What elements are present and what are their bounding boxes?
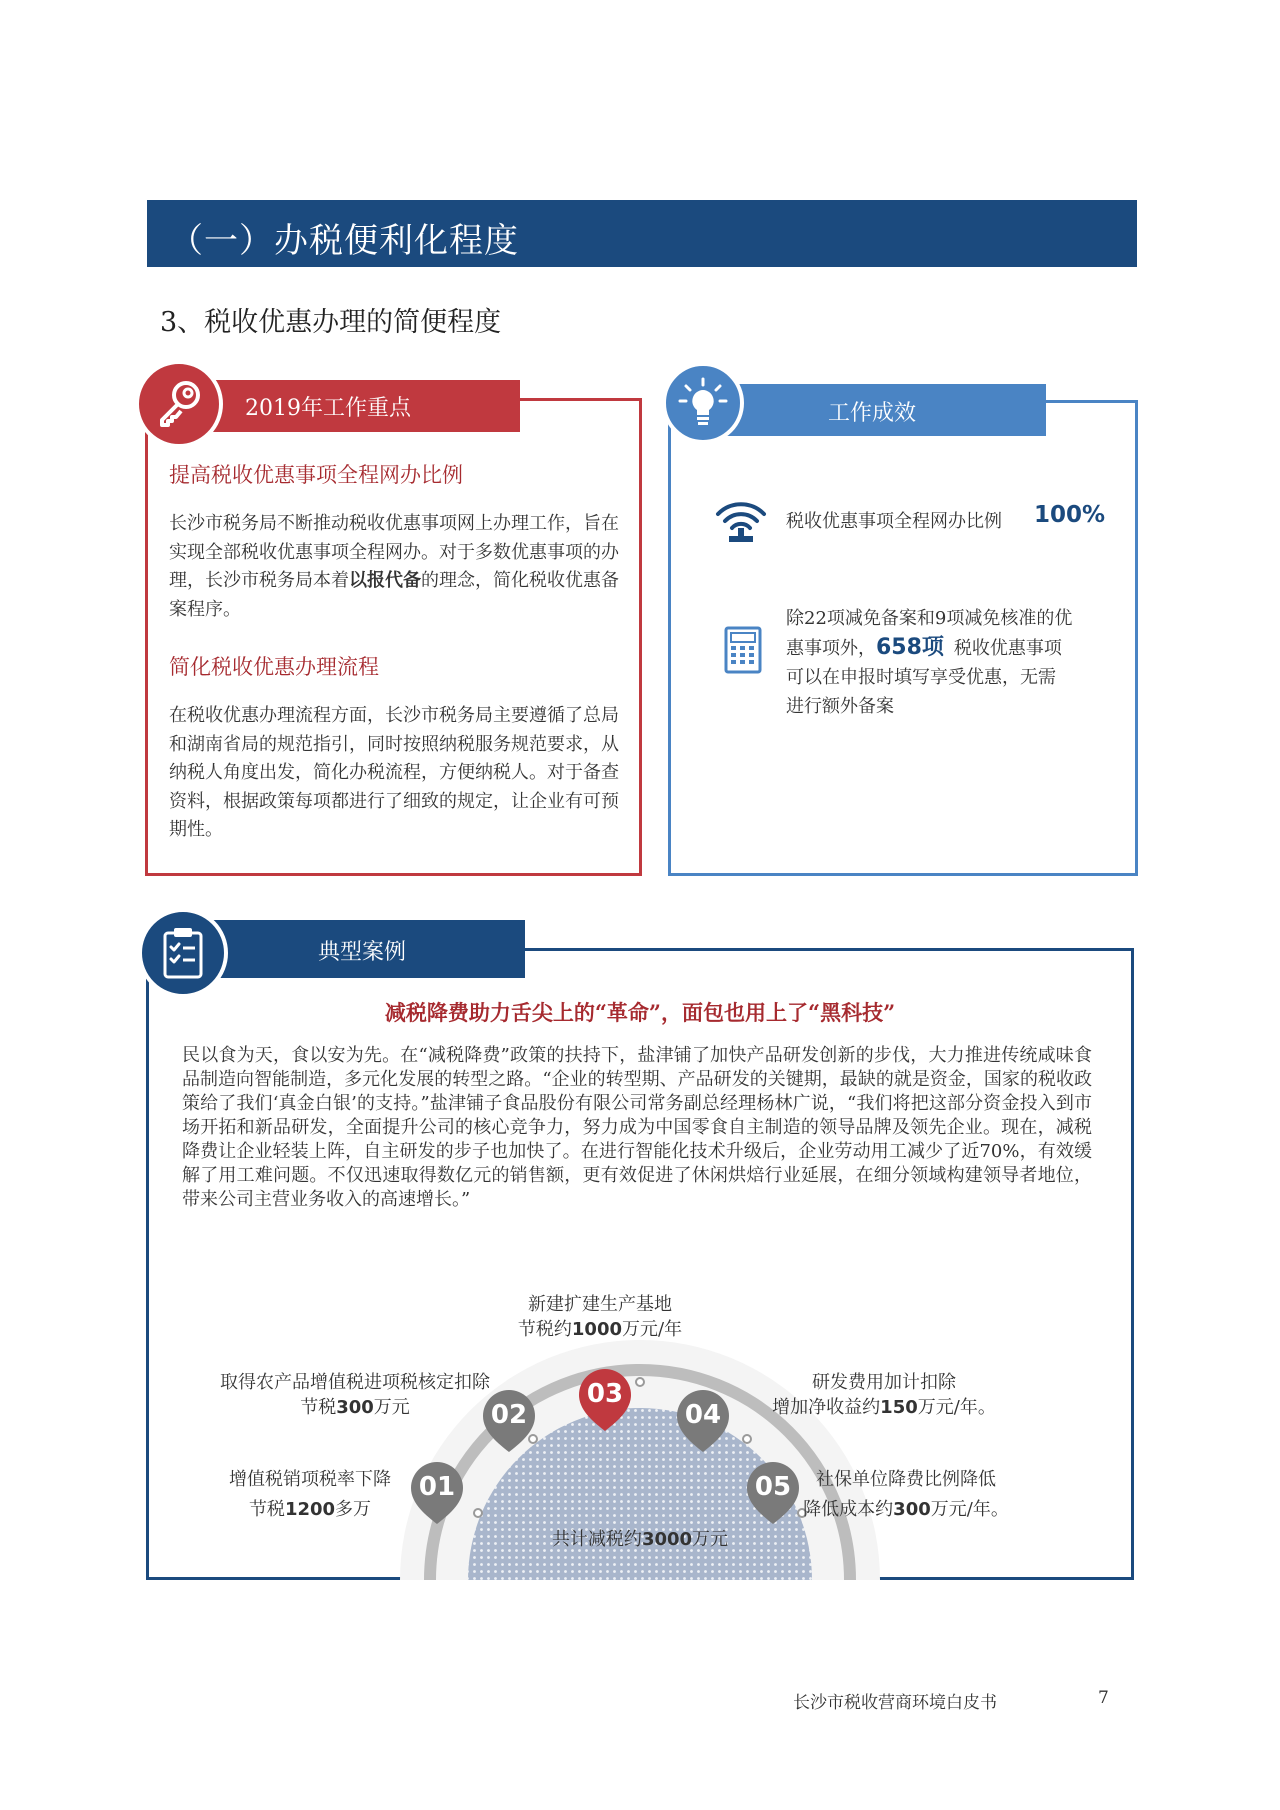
lightbulb-icon	[662, 362, 744, 444]
item-05-post: 万元/年。	[930, 1499, 1009, 1520]
results-item-2-value: 658项	[876, 635, 944, 660]
item-03-pre: 节税约	[517, 1319, 572, 1340]
clipboard-icon	[138, 908, 228, 998]
item-01-value: 1200	[284, 1499, 336, 1520]
subheading: 3、税收优惠办理的简便程度	[160, 307, 502, 338]
item-04-value-line	[734, 1395, 1034, 1420]
case-tab-label: 典型案例	[318, 940, 407, 965]
results-item-1-label: 税收优惠事项全程网办比例	[786, 511, 1002, 532]
item-01-post: 多万	[335, 1499, 372, 1520]
item-04-title: 研发费用加计扣除	[812, 1372, 956, 1393]
results-tab	[718, 384, 1046, 436]
item-01-label	[190, 1467, 430, 1522]
item-03-label	[470, 1292, 730, 1342]
focus-paragraph-2: 在税收优惠办理流程方面，长沙市税务局主要遵循了总局和湖南省局的规范指引，同时按照纳税服务规范要求，从纳税人角度出发，简化办税流程，方便纳税人。对于备查资料，根据政策每项都进行了细致的规定，让企业有可预期性。	[169, 705, 619, 840]
marker-01-number: 01	[418, 1472, 456, 1502]
item-05-pre: 降低成本约	[803, 1499, 894, 1520]
results-item-2-pre: 惠事项外，	[786, 638, 876, 659]
focus-heading-1: 提高税收优惠事项全程网办比例	[169, 463, 463, 487]
connector-dot-04	[743, 1435, 751, 1443]
marker-04	[674, 1388, 732, 1458]
results-tab-label: 工作成效	[828, 401, 917, 426]
item-03-title: 新建扩建生产基地	[528, 1294, 672, 1315]
center-pre: 共计减税约	[551, 1529, 642, 1550]
center-value: 3000	[641, 1529, 693, 1550]
results-item-2-line4: 进行额外备案	[786, 696, 894, 717]
marker-05-number: 05	[754, 1472, 792, 1502]
connector-dot-03	[636, 1378, 644, 1386]
case-tab	[200, 920, 525, 978]
item-02-label	[200, 1370, 510, 1420]
results-item-2-line3: 可以在申报时填写享受优惠，无需	[786, 667, 1056, 688]
center-post: 万元	[692, 1529, 729, 1550]
item-03-value: 1000	[571, 1319, 623, 1340]
item-01-title: 增值税销项税率下降	[229, 1469, 391, 1490]
marker-03-number: 03	[586, 1379, 624, 1409]
item-05-label	[796, 1467, 1016, 1522]
results-item-1-value: 100%	[1034, 502, 1106, 528]
item-01-value-line	[190, 1497, 430, 1522]
item-04-value: 150	[880, 1397, 918, 1418]
item-05-title: 社保单位降费比例降低	[816, 1469, 996, 1490]
item-04-label	[734, 1370, 1034, 1420]
focus-tab-label: 2019年工作重点	[245, 396, 411, 421]
marker-04-number: 04	[684, 1400, 722, 1430]
item-05-value: 300	[893, 1499, 931, 1520]
section-header-bar	[147, 200, 1137, 267]
item-04-post: 万元/年。	[917, 1397, 996, 1418]
section-title: （一）办税便利化程度	[169, 221, 519, 261]
focus-paragraph-1-bold: 以报代备	[349, 570, 421, 591]
results-item-2-line1: 除22项减免备案和9项减免核准的优	[786, 608, 1073, 629]
case-title: 减税降费助力舌尖上的“革命”，面包也用上了“黑科技”	[384, 1000, 896, 1025]
calculator-icon	[724, 626, 762, 678]
results-item-2	[786, 604, 1116, 721]
item-02-post: 万元	[373, 1397, 410, 1418]
item-02-pre: 节税	[300, 1397, 337, 1418]
item-01-pre: 节税	[248, 1499, 285, 1520]
connector-dot-01	[474, 1509, 482, 1517]
footer-title: 长沙市税收营商环境白皮书	[793, 1693, 997, 1713]
item-05-value-line	[796, 1497, 1016, 1522]
focus-heading-2: 简化税收优惠办理流程	[169, 655, 379, 679]
marker-03	[576, 1367, 634, 1437]
marker-02-number: 02	[490, 1400, 528, 1430]
item-02-title: 取得农产品增值税进项税核定扣除	[220, 1372, 490, 1393]
infographic-center-label	[380, 1527, 900, 1552]
focus-paragraph-1-text: 长沙市税务局不断推动税收优惠事项网上办理工作，旨在实现全部税收优惠事项全程网办。对于多数优惠事项的办理，长沙市税务局本着	[169, 513, 619, 591]
item-02-value-line	[200, 1395, 510, 1420]
results-item-2-post: 税收优惠事项	[953, 638, 1062, 659]
focus-paragraph-1-tail: 的理念，简化税收优惠备案程序。	[169, 570, 619, 620]
item-03-post: 万元/年	[622, 1319, 683, 1340]
marker-05	[744, 1460, 802, 1530]
focus-paragraph-1	[169, 510, 624, 624]
results-item-2-line2	[786, 633, 1116, 663]
case-paragraph: 民以食为天，食以安为先。在“减税降费”政策的扶持下，盐津铺了加快产品研发创新的步伐，大力推进传统咸味食品制造向智能制造，多元化发展的转型之路。“企业的转型期、产品研发的关键期，最缺的就是资金，国家的税收政策给了我们‘真金白银’的支持。”盐津铺子食品股份有限公司常务副总经理杨林广说，“我们将把这部分资金投入到市场开拓和新品研发，全面提升公司的核心竞争力，努力成为中国零食自主制造的领导品牌及领先企业。现在，减税降费让企业轻装上阵，自主研发的步子也加快了。在进行智能化技术升级后，企业劳动用工减少了近70%，有效缓解了用工难问题。不仅迅速取得数亿元的销售额，更有效促进了休闲烘焙行业延展，在细分领域构建领导者地位，带来公司主营业务收入的高速增长。”	[182, 1045, 1092, 1210]
item-02-value: 300	[336, 1397, 374, 1418]
wifi-terminal-icon	[712, 496, 770, 548]
page-number: 7	[1098, 1688, 1109, 1708]
focus-tab	[195, 380, 520, 432]
item-04-pre: 增加净收益约	[772, 1397, 881, 1418]
key-icon	[135, 360, 223, 448]
item-03-value-line	[470, 1317, 730, 1342]
